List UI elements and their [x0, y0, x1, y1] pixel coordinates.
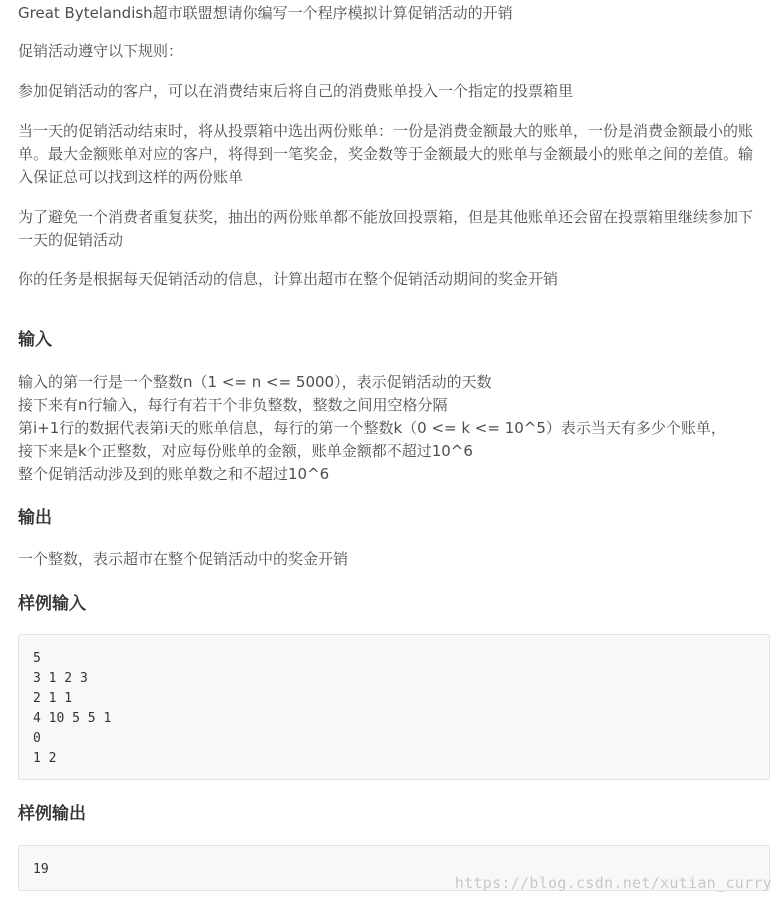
input-line: 接下来有n行输入，每行有若干个非负整数，整数之间用空格分隔	[18, 396, 448, 414]
input-line: 整个促销活动涉及到的账单数之和不超过10^6	[18, 465, 330, 483]
sample-input-code-block[interactable]	[18, 634, 770, 780]
code-line: 3 1 2 3	[33, 671, 88, 686]
blog-watermark: https://blog.csdn.net/xutian_curry	[454, 874, 772, 892]
code-line: 0	[33, 731, 41, 746]
rule-paragraph-2: 当一天的促销活动结束时，将从投票箱中选出两份账单：一份是消费金额最大的账单，一份是消费金额最小的账单。最大金额账单对应的客户，将得到一笔奖金，奖金数等于金额最大的账单与金额最小的账单之间的差值。输入保证总可以找到这样的两份账单	[18, 122, 754, 186]
code-line: 2 1 1	[33, 691, 73, 706]
sample-input-heading: 样例输入	[18, 594, 86, 614]
input-description	[18, 371, 768, 486]
code-line: 4 10 5 5 1	[33, 711, 112, 726]
input-line: 接下来是k个正整数，对应每份账单的金额，账单金额都不超过10^6	[18, 442, 473, 460]
intro-title-paragraph: Great Bytelandish超市联盟想请你编写一个程序模拟计算促销活动的开销	[18, 4, 513, 22]
rule-paragraph-1: 参加促销活动的客户，可以在消费结束后将自己的消费账单投入一个指定的投票箱里	[18, 82, 574, 100]
sample-output-heading: 样例输出	[18, 804, 86, 824]
input-line: 第i+1行的数据代表第i天的账单信息，每行的第一个整数k（0 <= k <= 10^5）表示当天有多少个账单，	[18, 419, 726, 437]
rules-intro-paragraph: 促销活动遵守以下规则：	[18, 42, 184, 60]
code-line: 5	[33, 651, 41, 666]
rule-paragraph-3: 为了避免一个消费者重复获奖，抽出的两份账单都不能放回投票箱，但是其他账单还会留在投票箱里继续参加下一天的促销活动	[18, 208, 754, 249]
code-line: 1 2	[33, 751, 57, 766]
output-heading: 输出	[18, 508, 52, 528]
code-line: 19	[33, 862, 49, 877]
input-heading: 输入	[18, 330, 52, 350]
task-paragraph: 你的任务是根据每天促销活动的信息，计算出超市在整个促销活动期间的奖金开销	[18, 270, 559, 288]
input-line: 输入的第一行是一个整数n（1 <= n <= 5000），表示促销活动的天数	[18, 373, 492, 391]
output-description: 一个整数，表示超市在整个促销活动中的奖金开销	[18, 550, 349, 568]
